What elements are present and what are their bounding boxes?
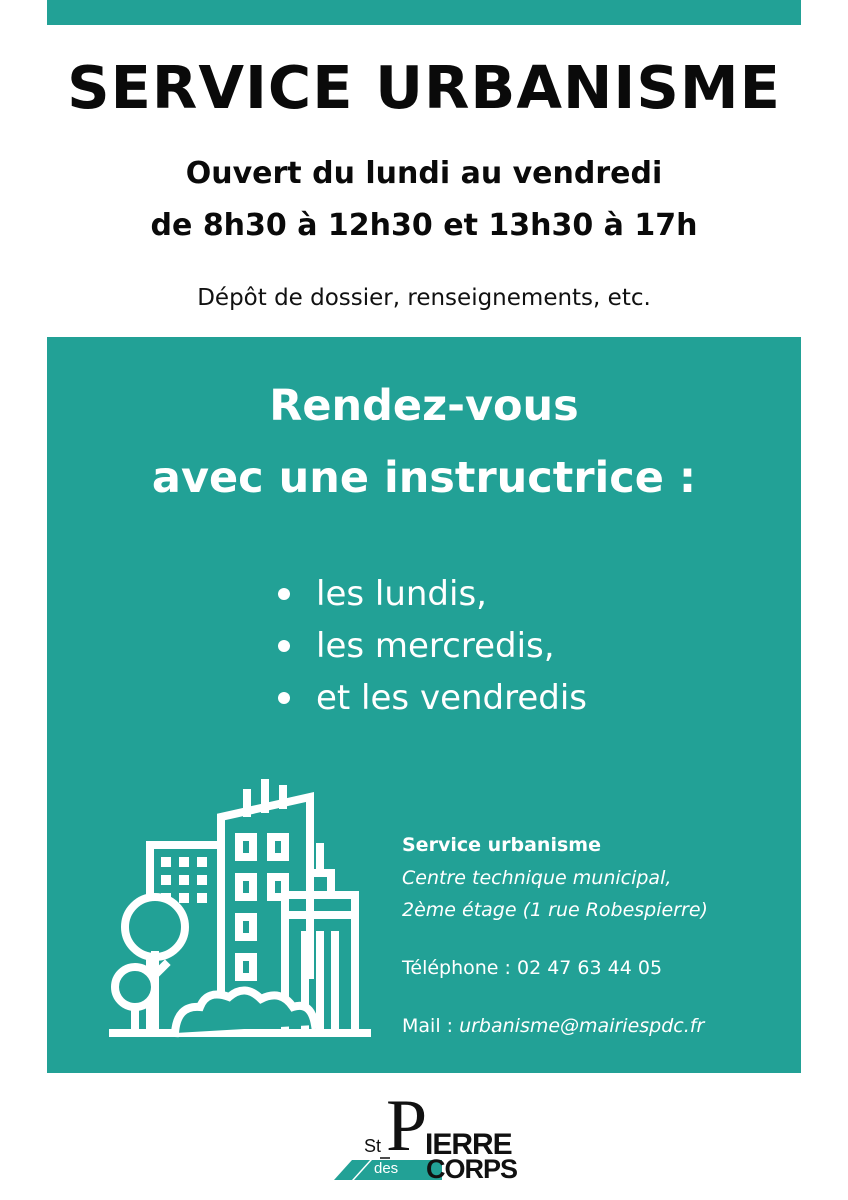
logo-big-p: P xyxy=(386,1085,428,1167)
appointment-heading-line1: Rendez-vous xyxy=(269,381,579,431)
contact-phone xyxy=(402,952,740,984)
appointment-days-list xyxy=(278,568,587,724)
day-label: les mercredis, xyxy=(316,626,555,666)
mail-address[interactable]: urbanisme@mairiespdc.fr xyxy=(459,1015,705,1037)
services-text: Dépôt de dossier, renseignements, etc. xyxy=(197,285,651,311)
hours-times: de 8h30 à 12h30 et 13h30 à 17h xyxy=(150,208,698,243)
phone-number[interactable]: 02 47 63 44 05 xyxy=(516,957,663,979)
phone-label: Téléphone : xyxy=(402,957,517,979)
contact-address xyxy=(402,862,740,926)
logo-ierre: IERRE xyxy=(425,1128,512,1161)
page-title: SERVICE URBANISME xyxy=(67,53,781,122)
city-buildings-icon xyxy=(105,775,375,1045)
mail-label: Mail : xyxy=(402,1015,460,1037)
top-accent-bar xyxy=(47,0,801,25)
list-item xyxy=(278,568,587,620)
list-item xyxy=(278,620,587,672)
bullet-icon xyxy=(278,588,290,600)
list-item xyxy=(278,672,587,724)
day-label: et les vendredis xyxy=(316,678,588,718)
hours-days: Ouvert du lundi au vendredi xyxy=(185,156,663,191)
day-label: les lundis, xyxy=(316,574,487,614)
logo-st: St xyxy=(364,1136,382,1156)
logo-des: des xyxy=(374,1160,399,1177)
address-line2: 2ème étage (1 rue Robespierre) xyxy=(402,899,708,921)
city-logo xyxy=(330,1085,520,1185)
bullet-icon xyxy=(278,640,290,652)
contact-mail xyxy=(402,1010,740,1042)
opening-hours xyxy=(0,148,848,252)
logo-corps: CORPS xyxy=(426,1154,518,1184)
address-line1: Centre technique municipal, xyxy=(402,867,672,889)
appointment-heading-line2: avec une instructrice : xyxy=(151,453,697,503)
appointment-heading xyxy=(0,370,848,514)
contact-title: Service urbanisme xyxy=(402,834,601,856)
contact-info xyxy=(402,828,740,1042)
bullet-icon xyxy=(278,692,290,704)
